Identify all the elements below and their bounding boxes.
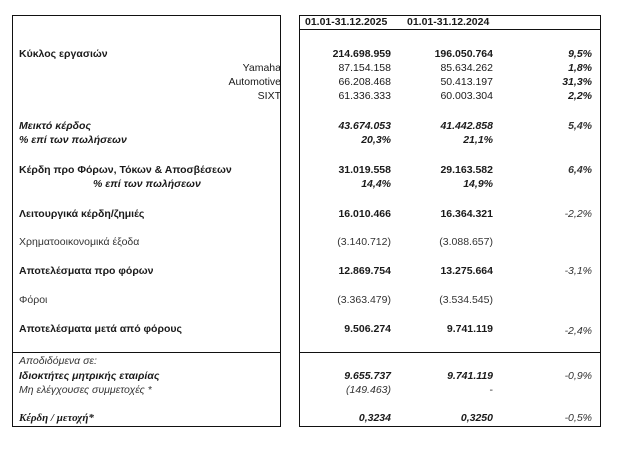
value-current: 61.336.333: [338, 90, 391, 102]
row-label: Ιδιοκτήτες μητρικής εταιρίας: [19, 370, 160, 382]
value-current: (3.363.479): [337, 294, 391, 306]
row-label: % επί των πωλήσεων: [19, 134, 127, 146]
value-previous: 196.050.764: [434, 48, 493, 60]
value-current: 66.208.468: [338, 76, 391, 88]
value-previous: 21,1%: [463, 134, 493, 146]
period-previous-header: 01.01-31.12.2024: [407, 16, 490, 28]
value-change: 1,8%: [568, 62, 592, 74]
value-previous: 41.442.858: [440, 120, 493, 132]
row-label: Automotive: [228, 76, 281, 88]
period-current-header: 01.01-31.12.2025: [305, 16, 388, 28]
row-label: Αποτελέσματα μετά από φόρους: [19, 323, 182, 335]
row-label: Λειτουργικά κέρδη/ζημιές: [19, 208, 145, 220]
row-label: Κύκλος εργασιών: [19, 48, 108, 60]
value-current: 9.506.274: [344, 323, 391, 335]
value-previous: 50.413.197: [440, 76, 493, 88]
value-current: 14,4%: [361, 178, 391, 190]
row-label: Μη ελέγχουσες συμμετοχές *: [19, 384, 152, 396]
value-previous: (3.088.657): [439, 236, 493, 248]
value-change: -0,5%: [564, 412, 592, 424]
row-label: Φόροι: [19, 294, 48, 306]
value-previous: (3.534.545): [439, 294, 493, 306]
row-label: Αποτελέσματα προ φόρων: [19, 265, 154, 277]
value-change: 9,5%: [568, 48, 592, 60]
value-change: -2,4%: [564, 325, 592, 337]
value-current: 43.674.053: [338, 120, 391, 132]
value-change: 31,3%: [562, 76, 592, 88]
value-change: -3,1%: [564, 265, 592, 277]
attribution-divider-left: [12, 352, 281, 353]
value-current: (149.463): [346, 384, 391, 396]
row-label: % επί των πωλήσεων: [93, 178, 201, 190]
row-label: Κέρδη προ Φόρων, Τόκων & Αποσβέσεων: [19, 164, 232, 176]
attributable-heading: Αποδιδόμενα σε:: [19, 355, 97, 367]
row-label: Μεικτό κέρδος: [19, 120, 91, 132]
value-previous: 85.634.262: [440, 62, 493, 74]
row-label: Yamaha: [242, 62, 281, 74]
value-current: 12.869.754: [338, 265, 391, 277]
value-current: (3.140.712): [337, 236, 391, 248]
value-current: 9.655.737: [344, 370, 391, 382]
value-current: 87.154.158: [338, 62, 391, 74]
row-label: SIXT: [257, 90, 281, 102]
header-divider: [299, 29, 601, 30]
value-current: 20,3%: [361, 134, 391, 146]
value-previous: 60.003.304: [440, 90, 493, 102]
attribution-divider-right: [299, 352, 601, 353]
value-current: 214.698.959: [332, 48, 391, 60]
value-change: 5,4%: [568, 120, 592, 132]
value-change: -0,9%: [564, 370, 592, 382]
value-previous: 13.275.664: [440, 265, 493, 277]
value-change: -2,2%: [564, 208, 592, 220]
value-previous: 9.741.119: [447, 370, 493, 382]
value-change: 6,4%: [568, 164, 592, 176]
value-previous: 16.364.321: [440, 208, 493, 220]
value-change: 2,2%: [568, 90, 592, 102]
value-previous: 29.163.582: [440, 164, 493, 176]
value-current: 16.010.466: [338, 208, 391, 220]
row-label: Κέρδη / μετοχή*: [19, 412, 94, 424]
row-label: Χρηματοοικονομικά έξοδα: [19, 236, 140, 248]
value-previous: -: [489, 384, 493, 396]
value-previous: 9.741.119: [446, 323, 493, 335]
value-previous: 14,9%: [463, 178, 493, 190]
value-previous: 0,3250: [460, 412, 493, 424]
value-current: 31.019.558: [338, 164, 391, 176]
value-current: 0,3234: [358, 412, 391, 424]
